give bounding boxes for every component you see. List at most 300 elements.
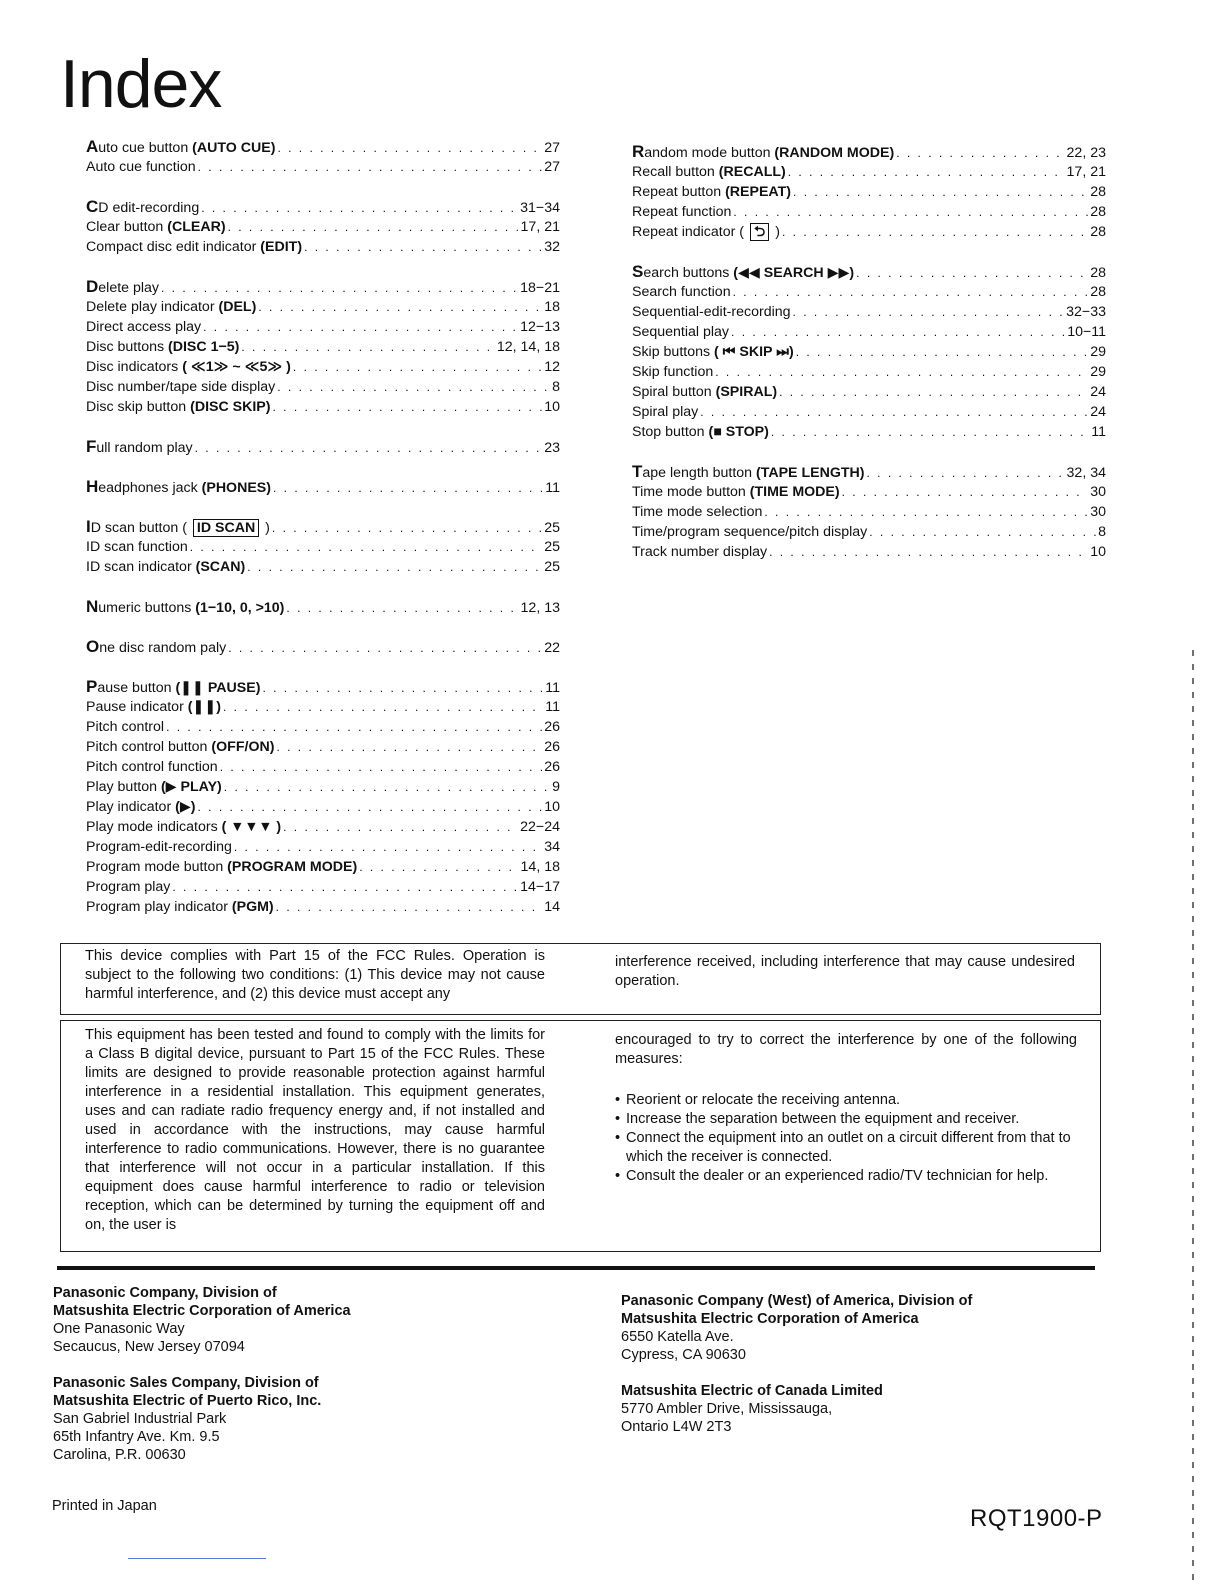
index-entry-page: 24	[1090, 384, 1106, 400]
dot-leader	[733, 202, 1088, 222]
index-entry-page: 17, 21	[1066, 164, 1106, 180]
index-entry-page: 28	[1090, 284, 1106, 300]
index-entry-page: 10	[1090, 544, 1106, 560]
index-group	[86, 137, 560, 177]
index-entry	[86, 297, 560, 317]
dot-leader	[224, 777, 550, 797]
interference-measure-text: Connect the equipment into an outlet on a circuit different from that to which the receiver is connected.	[626, 1130, 1071, 1165]
index-entry-page: 29	[1090, 364, 1106, 380]
index-group	[86, 597, 560, 617]
index-entry-control: (SCAN)	[195, 559, 246, 575]
index-column-right	[632, 142, 1106, 582]
dot-leader	[234, 837, 542, 857]
dot-leader	[203, 317, 518, 337]
index-entry-term	[86, 717, 164, 737]
index-entry-text: Search function	[632, 284, 731, 300]
address-line: 65th Infantry Ave. Km. 9.5	[53, 1429, 220, 1445]
index-entry	[632, 282, 1106, 302]
index-entry-text: Recall button	[632, 164, 719, 180]
index-entry-term	[86, 197, 199, 217]
index-entry-text: Stop button	[632, 424, 709, 440]
index-entry-page: 31−34	[520, 200, 560, 216]
divider-rule	[57, 1266, 1095, 1270]
index-entry-page: 12, 14, 18	[496, 339, 560, 355]
index-entry-term	[632, 482, 840, 502]
index-entry-text: D scan button (	[90, 520, 191, 536]
company-address	[53, 1284, 473, 1356]
index-entry-control: (SPIRAL)	[715, 384, 778, 400]
index-entry	[632, 542, 1106, 562]
index-entry	[632, 302, 1106, 322]
dot-leader	[793, 302, 1065, 322]
index-entry-control: (DISC SKIP)	[190, 399, 271, 415]
dot-leader	[247, 557, 542, 577]
index-entry-text: eadphones jack	[98, 480, 202, 496]
index-entry-page: 28	[1090, 224, 1106, 240]
index-entry-term	[86, 437, 193, 457]
index-entry-text: Program mode button	[86, 859, 228, 875]
index-entry-control: (1−10, 0, >10)	[195, 600, 285, 616]
index-entry-page: 26	[544, 719, 560, 735]
index-entry-page: 8	[552, 379, 560, 395]
interference-measure	[615, 1110, 1077, 1129]
index-entry-control: (DEL)	[218, 299, 257, 315]
index-entry-page: 32	[544, 239, 560, 255]
index-entry-text: ID scan function	[86, 539, 188, 555]
index-group	[86, 677, 560, 917]
interference-measures-list	[615, 1091, 1077, 1186]
index-entry-page: 14	[544, 899, 560, 915]
index-entry-term	[632, 402, 698, 422]
index-entry-term	[632, 422, 769, 442]
company-address	[621, 1382, 1071, 1436]
index-entry-term	[86, 877, 170, 897]
index-entry	[86, 337, 560, 357]
index-entry-page: 27	[544, 159, 560, 175]
index-entry-term	[86, 857, 357, 877]
index-entry-term	[86, 777, 222, 797]
index-entry-control: (▶)	[175, 799, 196, 815]
index-entry	[86, 197, 560, 217]
index-group	[632, 262, 1106, 442]
index-entry-text: Track number display	[632, 544, 768, 560]
company-address	[53, 1374, 473, 1464]
index-group	[632, 462, 1106, 562]
index-entry-term	[86, 137, 275, 157]
index-entry-text: Sequential play	[632, 324, 730, 340]
dot-leader	[258, 297, 542, 317]
dot-leader	[769, 542, 1088, 562]
index-entry-page: 26	[544, 759, 560, 775]
dot-leader	[201, 198, 518, 217]
index-entry-term	[86, 277, 159, 297]
index-entry	[632, 162, 1106, 182]
index-entry-text: Play button	[86, 779, 161, 795]
index-entry-text: Time mode selection	[632, 504, 763, 520]
index-entry-page: 11	[1091, 424, 1106, 440]
index-entry-control: (PGM)	[231, 899, 274, 915]
index-entry-text: Skip function	[632, 364, 714, 380]
index-entry-text: Clear button	[86, 219, 168, 235]
dot-leader	[262, 678, 543, 697]
index-entry-control: (RANDOM MODE)	[774, 145, 895, 161]
dot-leader	[197, 797, 542, 817]
dot-leader	[166, 717, 542, 737]
index-entry-text: earch buttons	[643, 265, 734, 281]
index-entry-term	[86, 237, 302, 257]
dot-leader	[172, 877, 518, 897]
fcc-notice-class-b	[60, 1020, 1101, 1252]
index-entry-term	[86, 637, 226, 657]
address-line: 6550 Katella Ave.	[621, 1329, 734, 1345]
bullet-icon: •	[615, 1111, 621, 1127]
index-entry-term	[632, 262, 854, 282]
index-entry-page: 22, 23	[1066, 145, 1106, 161]
company-name-line: Panasonic Company, Division of	[53, 1285, 277, 1301]
index-entry	[86, 437, 560, 457]
index-group	[86, 437, 560, 457]
index-entry-page: 29	[1090, 344, 1106, 360]
index-entry-text: andom mode button	[644, 145, 775, 161]
index-entry-page: 25	[544, 559, 560, 575]
index-entry-text: D edit-recording	[98, 200, 200, 216]
bullet-icon: •	[615, 1092, 621, 1108]
index-entry	[632, 322, 1106, 342]
index-entry-text: Disc skip button	[86, 399, 191, 415]
fcc-notice-class-b-intro: encouraged to try to correct the interference by one of the following measures:	[615, 1032, 1077, 1067]
scan-edge-marks	[1192, 650, 1194, 1580]
index-entry	[632, 462, 1106, 482]
index-entry-initial: O	[86, 637, 100, 656]
index-entry	[86, 837, 560, 857]
index-entry-term	[632, 222, 780, 242]
index-entry-page: 25	[544, 539, 560, 555]
index-entry-text: Disc buttons	[86, 339, 169, 355]
index-entry-term	[632, 162, 786, 182]
index-group	[86, 277, 560, 417]
company-name-line: Panasonic Company (West) of America, Division of	[621, 1293, 973, 1309]
index-entry	[86, 557, 560, 577]
index-entry	[86, 797, 560, 817]
index-entry-initial: A	[86, 137, 99, 156]
index-entry-control: (OFF/ON)	[211, 739, 275, 755]
index-entry-page: 25	[544, 520, 560, 536]
dot-leader	[764, 502, 1088, 522]
dot-leader	[228, 217, 519, 237]
index-entry-page: 32−33	[1066, 304, 1106, 320]
interference-measure	[615, 1167, 1077, 1186]
index-group	[86, 197, 560, 257]
index-entry-control: (PROGRAM MODE)	[227, 859, 358, 875]
index-entry	[632, 182, 1106, 202]
index-entry-term	[86, 557, 245, 577]
index-entry-boxed-symbol: ⮌	[750, 223, 769, 241]
dot-leader	[276, 897, 543, 917]
index-entry-term	[632, 522, 867, 542]
index-entry	[632, 402, 1106, 422]
index-entry-term	[86, 677, 260, 697]
index-entry	[86, 237, 560, 257]
interference-measure-text: Reorient or relocate the receiving antenna.	[626, 1092, 901, 1108]
index-entry-page: 18	[544, 299, 560, 315]
interference-measure	[615, 1091, 1077, 1110]
dot-leader	[867, 463, 1065, 482]
index-entry-term	[632, 542, 767, 562]
dot-leader	[195, 438, 543, 457]
index-entry-term	[86, 817, 281, 837]
index-entry-page: 10	[544, 799, 560, 815]
dot-leader	[788, 162, 1065, 182]
index-entry-text: Auto cue function	[86, 159, 196, 175]
index-entry-initial: C	[86, 197, 99, 216]
address-line: 5770 Ambler Drive, Mississauga,	[621, 1401, 833, 1417]
index-entry-page: 24	[1090, 404, 1106, 420]
index-entry-text: Spiral play	[632, 404, 699, 420]
index-entry-page: 18−21	[520, 280, 560, 296]
index-entry-term	[86, 217, 226, 237]
index-entry-term	[86, 597, 284, 617]
dot-leader	[896, 143, 1064, 162]
index-entry-page: 17, 21	[520, 219, 560, 235]
index-entry-page: 26	[544, 739, 560, 755]
index-entry-text: ne disc random paly	[99, 640, 227, 656]
index-entry-text: Play indicator	[86, 799, 176, 815]
index-entry-term	[632, 142, 894, 162]
index-entry-term	[86, 757, 218, 777]
index-entry-boxed-symbol: ID SCAN	[193, 519, 259, 537]
address-line: Ontario L4W 2T3	[621, 1419, 732, 1435]
printed-in-label: Printed in Japan	[52, 1498, 157, 1514]
index-entry-term	[86, 737, 274, 757]
index-entry-term	[86, 477, 271, 497]
dot-leader	[283, 817, 518, 837]
index-entry-term	[86, 377, 275, 397]
index-entry	[632, 502, 1106, 522]
company-address	[621, 1292, 1071, 1364]
index-entry-text: elete play	[98, 280, 160, 296]
index-entry-control: (■ STOP)	[708, 424, 769, 440]
index-entry-text: Program play	[86, 879, 171, 895]
fcc-notice-compliance-right: interference received, including interference that may cause undesired operation.	[615, 954, 1075, 989]
index-entry-page: 12, 13	[520, 600, 560, 616]
address-line: San Gabriel Industrial Park	[53, 1411, 227, 1427]
fcc-notice-compliance	[60, 943, 1101, 1015]
index-entry-page: 10	[544, 399, 560, 415]
dot-leader	[241, 337, 495, 357]
index-entry-page: 12−13	[520, 319, 560, 335]
index-entry-initial: H	[86, 477, 99, 496]
bullet-icon: •	[615, 1130, 621, 1146]
index-entry-page: 34	[544, 839, 560, 855]
index-entry-term	[86, 397, 271, 417]
index-entry-text: Program-edit-recording	[86, 839, 232, 855]
index-entry-text: Compact disc edit indicator	[86, 239, 261, 255]
company-name-line: Matsushita Electric Corporation of America	[53, 1303, 351, 1319]
dot-leader	[293, 357, 542, 377]
index-entry-control: (❚❚ PAUSE)	[175, 680, 261, 696]
index-entry-term	[86, 337, 239, 357]
index-entry-text: Disc number/tape side display	[86, 379, 276, 395]
dot-leader	[228, 638, 542, 657]
index-entry-term	[86, 797, 195, 817]
index-entry-page: 27	[544, 140, 560, 156]
index-entry-text: Disc indicators	[86, 359, 183, 375]
dot-leader	[304, 237, 542, 257]
index-entry	[86, 897, 560, 917]
index-entry-page: 30	[1090, 504, 1106, 520]
index-entry-term	[86, 317, 201, 337]
dot-leader	[731, 322, 1065, 342]
index-entry-term	[86, 837, 232, 857]
index-entry-term	[86, 897, 274, 917]
index-entry-text: Pitch control function	[86, 759, 218, 775]
index-entry-term	[632, 362, 713, 382]
index-entry	[86, 357, 560, 377]
interference-measure	[615, 1129, 1077, 1167]
dot-leader	[782, 222, 1088, 242]
interference-measure-text: Consult the dealer or an experienced radio/TV technician for help.	[626, 1168, 1049, 1184]
dot-leader	[277, 377, 550, 397]
page-title: Index	[60, 46, 222, 122]
interference-measure-text: Increase the separation between the equipment and receiver.	[626, 1111, 1020, 1127]
index-entry-term	[632, 302, 791, 322]
index-entry-page: 12	[544, 359, 560, 375]
decorative-line	[128, 1558, 266, 1559]
company-name-line: Panasonic Sales Company, Division of	[53, 1375, 319, 1391]
index-entry-text: Repeat button	[632, 184, 726, 200]
index-entry	[86, 537, 560, 557]
dot-leader	[842, 482, 1089, 502]
index-entry-text: ause button	[97, 680, 176, 696]
index-entry	[632, 262, 1106, 282]
index-entry-page: 22	[544, 640, 560, 656]
index-entry-text: ull random play	[96, 440, 193, 456]
index-entry-term	[632, 382, 777, 402]
dot-leader	[198, 157, 543, 177]
index-entry	[86, 697, 560, 717]
index-entry-page: 32, 34	[1066, 465, 1106, 481]
index-entry	[632, 222, 1106, 242]
index-entry-text: uto cue button	[98, 140, 193, 156]
dot-leader	[793, 182, 1088, 202]
index-entry-initial: N	[86, 597, 99, 616]
index-entry-text: Program play indicator	[86, 899, 232, 915]
index-entry-text: Pause indicator	[86, 699, 188, 715]
fcc-notice-compliance-left: This device complies with Part 15 of the FCC Rules. Operation is subject to the following two conditions: (1) This device may not cause harmful interference, and (2) this device must accept any	[85, 948, 545, 1002]
addresses-right	[621, 1292, 1071, 1454]
index-entry-text: Pitch control	[86, 719, 165, 735]
index-entry-text: Time mode button	[632, 484, 750, 500]
index-entry	[86, 817, 560, 837]
index-entry-initial: I	[86, 517, 91, 536]
index-entry-control: (RECALL)	[718, 164, 786, 180]
index-entry-page: 8	[1098, 524, 1106, 540]
dot-leader	[869, 522, 1096, 542]
index-group	[86, 517, 560, 577]
index-entry	[86, 877, 560, 897]
index-entry-page: 10−11	[1067, 324, 1106, 340]
index-entry	[86, 757, 560, 777]
index-entry	[86, 137, 560, 157]
index-entry	[86, 397, 560, 417]
index-entry-term	[86, 297, 256, 317]
dot-leader	[715, 362, 1088, 382]
index-entry-initial: F	[86, 437, 97, 456]
company-name-line: Matsushita Electric Corporation of America	[621, 1311, 919, 1327]
index-entry	[86, 477, 560, 497]
index-entry-page: 22−24	[520, 819, 560, 835]
index-entry-control: (DISC 1−5)	[168, 339, 240, 355]
index-entry-initial: P	[86, 677, 98, 696]
index-entry	[86, 217, 560, 237]
addresses-left	[53, 1284, 473, 1482]
index-entry-text: Repeat indicator (	[632, 224, 748, 240]
index-entry-text: ID scan indicator	[86, 559, 196, 575]
index-entry-page: 14, 18	[520, 859, 560, 875]
dot-leader	[161, 278, 518, 297]
index-entry	[632, 482, 1106, 502]
bullet-icon: •	[615, 1168, 621, 1184]
index-entry-page: 14−17	[520, 879, 560, 895]
index-entry-term	[86, 517, 270, 537]
index-entry-term	[632, 342, 794, 362]
index-entry-control: (TAPE LENGTH)	[756, 465, 865, 481]
dot-leader	[771, 422, 1089, 442]
index-entry	[86, 517, 560, 537]
index-entry-text: Repeat function	[632, 204, 732, 220]
index-entry-control: ( ⏮ SKIP ⏭)	[714, 344, 794, 360]
dot-leader	[856, 263, 1088, 282]
index-group	[632, 142, 1106, 242]
dot-leader	[190, 537, 542, 557]
index-entry	[632, 202, 1106, 222]
index-entry-control: (❚❚)	[187, 699, 221, 715]
index-entry-control: ( ≪1≫ ~ ≪5≫ )	[182, 359, 291, 375]
dot-leader	[272, 518, 542, 537]
index-entry-page: 30	[1090, 484, 1106, 500]
index-entry-control: (EDIT)	[260, 239, 303, 255]
index-group	[86, 477, 560, 497]
index-entry-control: (◀◀ SEARCH ▶▶)	[733, 265, 855, 281]
index-entry	[86, 637, 560, 657]
index-entry-initial: D	[86, 277, 99, 296]
index-entry-term	[632, 202, 731, 222]
index-entry	[632, 342, 1106, 362]
index-entry-term	[86, 697, 221, 717]
index-entry-page: 23	[544, 440, 560, 456]
index-entry-control: (PHONES)	[201, 480, 271, 496]
address-line: Carolina, P.R. 00630	[53, 1447, 186, 1463]
index-entry-term	[632, 322, 729, 342]
index-entry-term	[86, 357, 291, 377]
index-entry-control: (▶ PLAY)	[160, 779, 222, 795]
dot-leader	[277, 138, 542, 157]
index-entry-text: Pitch control button	[86, 739, 212, 755]
index-entry	[86, 737, 560, 757]
index-entry-text: Sequential-edit-recording	[632, 304, 791, 320]
index-entry-text-after: )	[771, 224, 780, 240]
index-entry	[86, 277, 560, 297]
address-line: One Panasonic Way	[53, 1321, 185, 1337]
index-entry-text: umeric buttons	[98, 600, 196, 616]
dot-leader	[273, 478, 543, 497]
index-entry	[632, 142, 1106, 162]
dot-leader	[220, 757, 543, 777]
index-entry	[632, 422, 1106, 442]
index-entry-initial: T	[632, 462, 643, 481]
index-entry	[86, 317, 560, 337]
dot-leader	[700, 402, 1088, 422]
